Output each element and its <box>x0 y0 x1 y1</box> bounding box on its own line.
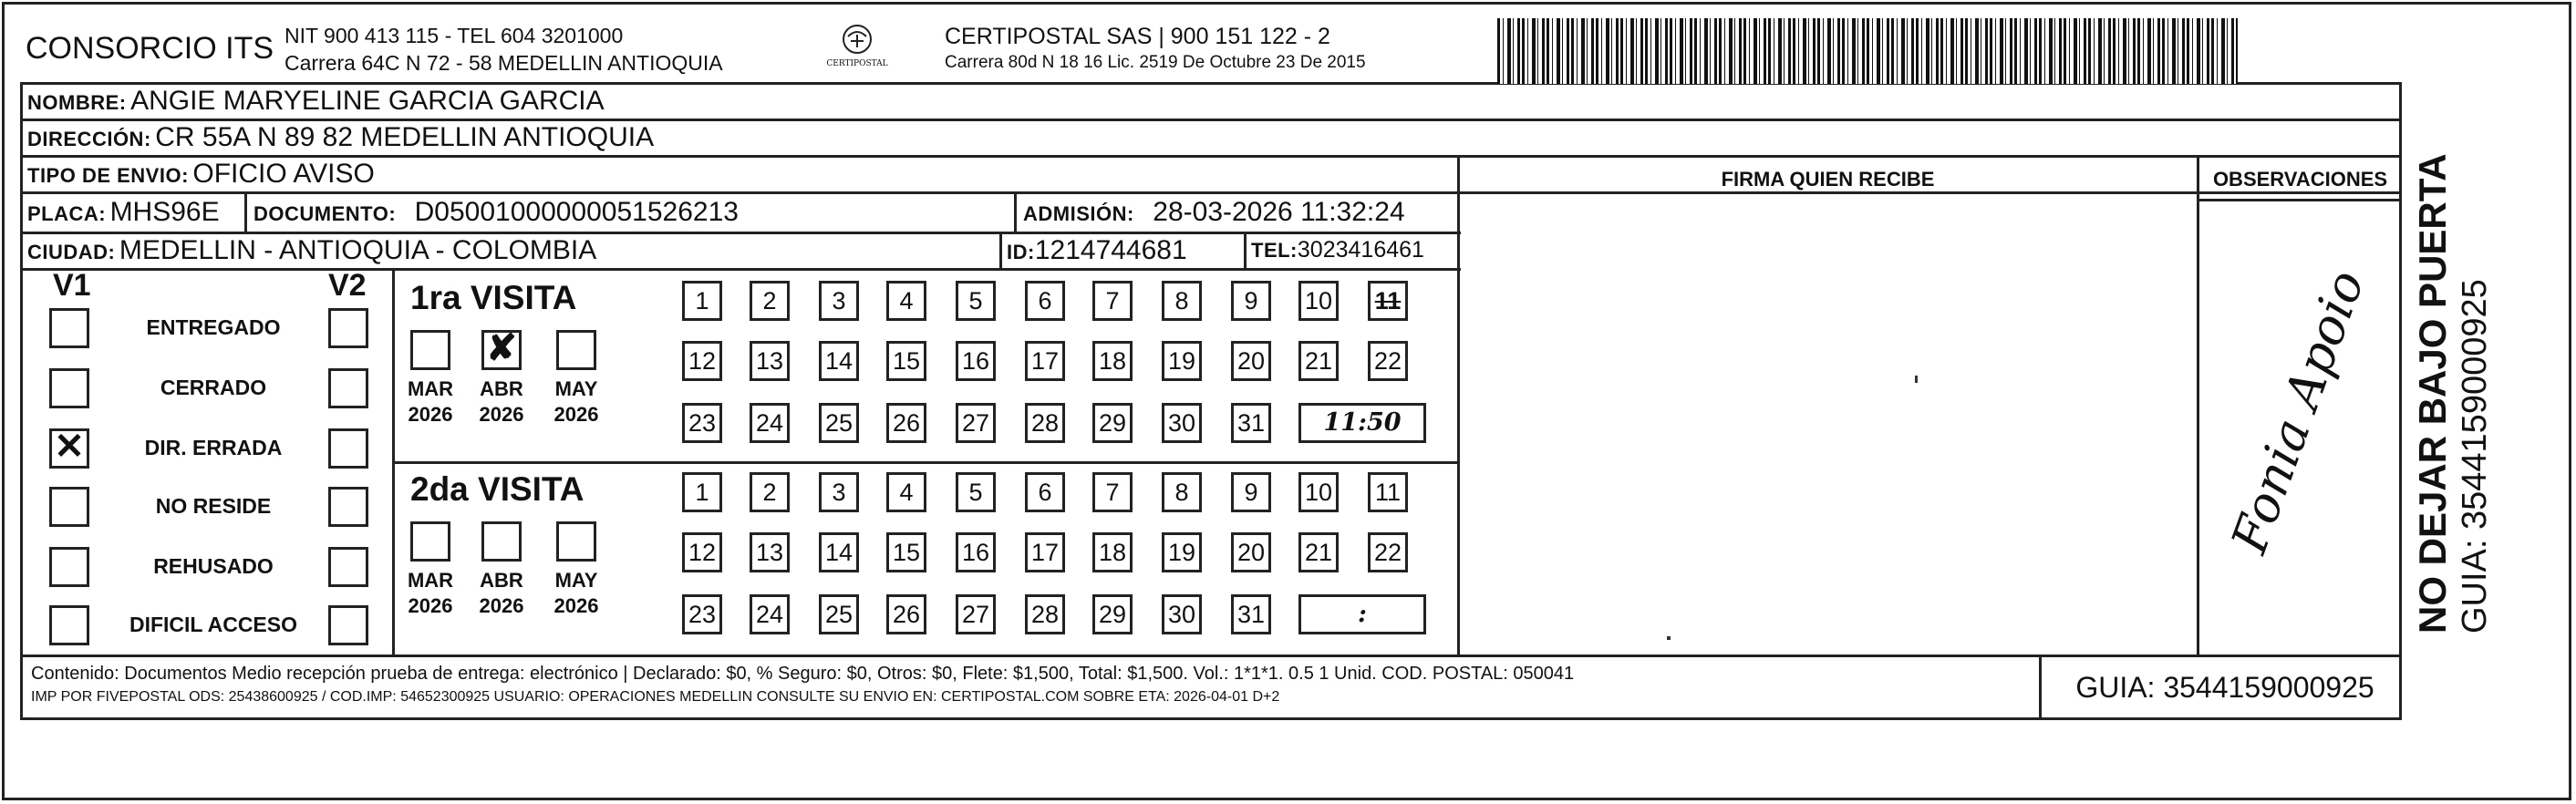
v1-checkbox[interactable] <box>49 368 89 408</box>
day-box[interactable]: 4 <box>886 472 926 512</box>
id-label: ID: <box>1007 241 1035 263</box>
month-checkbox[interactable] <box>410 521 450 562</box>
divider <box>20 655 2402 657</box>
day-box[interactable]: 20 <box>1231 341 1271 381</box>
divider <box>2197 155 2199 655</box>
day-box[interactable]: 6 <box>1025 281 1065 321</box>
day-box[interactable]: 18 <box>1092 341 1133 381</box>
day-box[interactable]: 8 <box>1162 472 1202 512</box>
day-box[interactable]: 23 <box>682 403 722 443</box>
divider <box>392 268 395 655</box>
divider <box>1244 232 1247 268</box>
day-box[interactable]: 28 <box>1025 403 1065 443</box>
signature-header: FIRMA QUIEN RECIBE <box>1721 168 1935 191</box>
day-box[interactable]: 29 <box>1092 403 1133 443</box>
v2-checkbox[interactable] <box>328 487 368 527</box>
plate-label: PLACA: <box>27 202 107 225</box>
day-box[interactable]: 17 <box>1025 532 1065 572</box>
day-box[interactable]: 12 <box>682 341 722 381</box>
day-box[interactable]: 21 <box>1298 341 1339 381</box>
day-box[interactable]: 16 <box>956 341 996 381</box>
side-guia: GUIA: 3544159000925 <box>2456 279 2494 634</box>
day-box[interactable]: 23 <box>682 594 722 634</box>
recipient-name: ANGIE MARYELINE GARCIA GARCIA <box>130 86 605 116</box>
pen-dot <box>1915 376 1918 383</box>
day-box[interactable]: 31 <box>1231 594 1271 634</box>
v1-checkbox[interactable] <box>49 308 89 348</box>
day-box[interactable]: 17 <box>1025 341 1065 381</box>
admission-field <box>1023 197 1405 228</box>
status-label: CERRADO <box>160 376 267 399</box>
day-box[interactable]: 24 <box>750 403 790 443</box>
shipment-type: OFICIO AVISO <box>192 159 375 189</box>
day-box[interactable]: 14 <box>819 341 859 381</box>
day-box[interactable]: 22 <box>1368 341 1408 381</box>
v2-checkbox[interactable] <box>328 428 368 469</box>
month-year: 2026 <box>408 594 453 617</box>
day-box[interactable]: 11 <box>1368 281 1408 321</box>
day-box[interactable]: 28 <box>1025 594 1065 634</box>
status-label: DIR. ERRADA <box>144 436 283 459</box>
divider <box>392 461 1457 464</box>
day-box[interactable]: 8 <box>1162 281 1202 321</box>
month-checkbox[interactable] <box>481 330 522 370</box>
status-label: REHUSADO <box>153 554 274 578</box>
observations-header: OBSERVACIONES <box>2212 168 2388 191</box>
month-name: MAR <box>407 377 454 400</box>
month-checkbox[interactable] <box>481 521 522 562</box>
day-box[interactable]: 3 <box>819 472 859 512</box>
day-box[interactable]: 13 <box>750 532 790 572</box>
day-box[interactable]: 14 <box>819 532 859 572</box>
day-box[interactable]: 10 <box>1298 472 1339 512</box>
divider <box>1457 191 2402 194</box>
day-box[interactable]: 27 <box>956 594 996 634</box>
pen-dot <box>1667 636 1671 640</box>
plate-value: MHS96E <box>109 197 220 227</box>
day-box[interactable]: 30 <box>1162 403 1202 443</box>
time-box[interactable]: 11:50 <box>1298 403 1426 443</box>
recipient-address: CR 55A N 89 82 MEDELLIN ANTIOQUIA <box>155 122 655 152</box>
month-checkbox[interactable] <box>556 521 596 562</box>
month-name: MAY <box>554 569 598 592</box>
type-label: TIPO DE ENVIO: <box>27 164 189 187</box>
checkmark-icon: ✘ <box>486 328 517 368</box>
v2-checkbox[interactable] <box>328 368 368 408</box>
month-checkbox[interactable] <box>556 330 596 370</box>
v2-checkbox[interactable] <box>328 547 368 587</box>
divider <box>999 232 1002 268</box>
day-box[interactable]: 9 <box>1231 472 1271 512</box>
city-value: MEDELLIN - ANTIOQUIA - COLOMBIA <box>119 235 597 265</box>
tel-value: 3023416461 <box>1297 237 1424 263</box>
day-box[interactable]: 25 <box>819 403 859 443</box>
side-warning: NO DEJAR BAJO PUERTA <box>2411 153 2454 634</box>
v2-checkbox[interactable] <box>328 605 368 645</box>
carrier-license: Carrera 80d N 18 16 Lic. 2519 De Octubre 23 De 2015 <box>945 53 1366 72</box>
day-box[interactable]: 1 <box>682 472 722 512</box>
divider <box>20 155 2402 158</box>
admission-value: 28-03-2026 11:32:24 <box>1153 197 1405 227</box>
day-box[interactable]: 19 <box>1162 341 1202 381</box>
visit2-title: 2da VISITA <box>410 470 585 508</box>
day-box[interactable]: 11 <box>1368 472 1408 512</box>
time-box[interactable]: : <box>1298 594 1426 634</box>
address-label: DIRECCIÓN: <box>27 128 151 150</box>
day-box[interactable]: 16 <box>956 532 996 572</box>
month-year: 2026 <box>553 594 599 617</box>
day-box[interactable]: 15 <box>886 532 926 572</box>
day-box[interactable]: 12 <box>682 532 722 572</box>
company-address: Carrera 64C N 72 - 58 MEDELLIN ANTIOQUIA <box>284 51 723 75</box>
day-box[interactable]: 5 <box>956 281 996 321</box>
day-box[interactable]: 19 <box>1162 532 1202 572</box>
divider <box>1457 155 1460 655</box>
day-box[interactable]: 3 <box>819 281 859 321</box>
admission-label: ADMISIÓN: <box>1023 202 1134 225</box>
month-checkbox[interactable] <box>410 330 450 370</box>
day-box[interactable]: 1 <box>682 281 722 321</box>
v1-checkbox[interactable] <box>49 547 89 587</box>
carrier-line: CERTIPOSTAL SAS | 900 151 122 - 2 <box>945 24 1330 49</box>
status-label: NO RESIDE <box>155 494 272 518</box>
month-year: 2026 <box>553 403 599 426</box>
day-box[interactable]: 25 <box>819 594 859 634</box>
month-name: ABR <box>480 569 523 592</box>
day-box[interactable]: 21 <box>1298 532 1339 572</box>
id-field <box>1007 235 1187 266</box>
day-box[interactable]: 26 <box>886 403 926 443</box>
document-field <box>253 197 739 228</box>
day-box[interactable]: 24 <box>750 594 790 634</box>
divider <box>20 268 1461 271</box>
day-box[interactable]: 20 <box>1231 532 1271 572</box>
nit-line: NIT 900 413 115 - TEL 604 3201000 <box>284 24 624 47</box>
footer-guia: GUIA: 3544159000925 <box>2075 671 2374 704</box>
plate-field <box>27 197 220 228</box>
day-box[interactable]: 7 <box>1092 472 1133 512</box>
month-year: 2026 <box>479 403 524 426</box>
tel-label: TEL: <box>1251 239 1298 262</box>
divider <box>20 119 2402 121</box>
content-line: Contenido: Documentos Medio recepción prueba de entrega: electrónico | Declarado: $0, % Seguro: $0, Otros: $0, Flete: $1,500, Total: $1,500. Vol.: 1*1*1. 0.5 1 Unid. COD. POSTAL: 050041 <box>31 664 1575 684</box>
day-box[interactable]: 6 <box>1025 472 1065 512</box>
address-row <box>27 122 654 153</box>
name-row <box>27 86 605 117</box>
divider <box>1014 191 1017 232</box>
day-box[interactable]: 15 <box>886 341 926 381</box>
month-name: ABR <box>480 377 523 400</box>
day-box[interactable]: 5 <box>956 472 996 512</box>
day-box[interactable]: 13 <box>750 341 790 381</box>
month-year: 2026 <box>408 403 453 426</box>
certipostal-logo-icon <box>839 24 875 57</box>
status-label: DIFICIL ACCESO <box>129 613 297 636</box>
day-box[interactable]: 22 <box>1368 532 1408 572</box>
divider <box>244 191 247 232</box>
handwritten-observation: Fonia Apoio <box>2219 263 2376 561</box>
day-box[interactable]: 27 <box>956 403 996 443</box>
visit1-title: 1ra VISITA <box>410 279 577 316</box>
city-label: CIUDAD: <box>27 241 116 263</box>
day-box[interactable]: 31 <box>1231 403 1271 443</box>
v1-checkbox[interactable] <box>49 605 89 645</box>
v1-checkbox[interactable] <box>49 487 89 527</box>
day-box[interactable]: 29 <box>1092 594 1133 634</box>
divider <box>2197 199 2402 201</box>
checkmark-icon: ✕ <box>54 427 85 467</box>
day-box[interactable]: 9 <box>1231 281 1271 321</box>
city-field <box>27 235 596 266</box>
month-name: MAY <box>554 377 598 400</box>
v2-label: V2 <box>328 268 367 303</box>
month-year: 2026 <box>479 594 524 617</box>
day-box[interactable]: 26 <box>886 594 926 634</box>
name-label: NOMBRE: <box>27 91 127 114</box>
day-box[interactable]: 18 <box>1092 532 1133 572</box>
status-label: ENTREGADO <box>146 315 281 339</box>
company-name: CONSORCIO ITS <box>26 31 274 66</box>
day-box[interactable]: 30 <box>1162 594 1202 634</box>
logo-text: CERTIPOSTAL <box>826 59 888 68</box>
v2-checkbox[interactable] <box>328 308 368 348</box>
id-value: 1214744681 <box>1034 235 1187 265</box>
side-text <box>2411 105 2495 634</box>
tel-field <box>1251 237 1424 263</box>
certipostal-logo <box>825 24 889 68</box>
document-value: D05001000000051526213 <box>414 197 739 227</box>
day-box[interactable]: 2 <box>750 472 790 512</box>
document-label: DOCUMENTO: <box>253 202 397 225</box>
day-box[interactable]: 10 <box>1298 281 1339 321</box>
day-box[interactable]: 7 <box>1092 281 1133 321</box>
type-row <box>27 159 375 190</box>
day-box[interactable]: 4 <box>886 281 926 321</box>
imp-line: IMP POR FIVEPOSTAL ODS: 25438600925 / COD.IMP: 54652300925 USUARIO: OPERACIONES MEDELLIN CONSULTE SU ENVIO EN: CERTIPOSTAL.COM SOBRE ETA: 2026-04-01 D+2 <box>31 689 1280 705</box>
barcode <box>1497 18 2238 84</box>
divider <box>20 191 1461 194</box>
v1-checkbox[interactable] <box>49 428 89 469</box>
month-name: MAR <box>407 569 454 592</box>
day-box[interactable]: 2 <box>750 281 790 321</box>
v1-label: V1 <box>53 268 91 303</box>
divider <box>2039 655 2042 720</box>
